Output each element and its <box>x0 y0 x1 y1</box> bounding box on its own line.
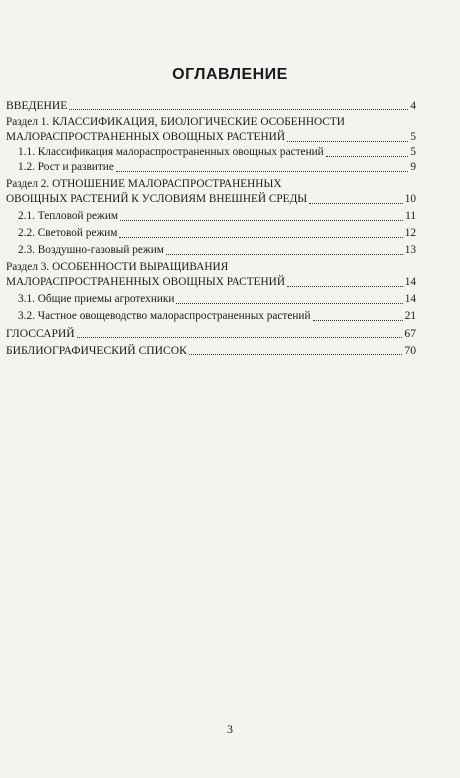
dot-leader <box>120 220 403 221</box>
toc-entry-label: 2.2. Световой режим <box>18 227 118 239</box>
toc-entry-2-1[interactable] <box>6 209 416 224</box>
dot-leader <box>176 303 402 304</box>
toc-page-number: 4 <box>410 99 416 112</box>
page-number: 3 <box>227 722 233 736</box>
toc-entry-label: ГЛОССАРИЙ <box>6 327 75 340</box>
dot-leader <box>119 237 402 238</box>
toc-entry-label: ВВЕДЕНИЕ <box>6 99 68 112</box>
dot-leader <box>189 354 403 355</box>
toc-page-number: 14 <box>404 293 416 305</box>
toc-page-number: 12 <box>404 227 416 239</box>
toc-entry-label-line: Раздел 3. ОСОБЕННОСТИ ВЫРАЩИВАНИЯ <box>6 261 229 273</box>
toc-entry-label: 3.2. Частное овощеводство малораспространенных растений <box>18 310 311 322</box>
toc-page-number: 10 <box>404 193 416 205</box>
dot-leader <box>166 254 403 255</box>
toc-page-number: 67 <box>404 327 416 340</box>
toc-entry-label: 2.1. Тепловой режим <box>18 210 119 222</box>
toc-entry-1-1[interactable] <box>6 145 416 160</box>
toc-page-number: 21 <box>404 310 416 322</box>
toc-entry-label: 2.3. Воздушно-газовый режим <box>18 244 164 256</box>
toc-entry-section-1[interactable] <box>6 115 416 145</box>
dot-leader <box>313 320 403 321</box>
dot-leader <box>287 286 403 287</box>
toc-entry-2-3[interactable] <box>6 243 416 258</box>
toc-page-number: 14 <box>404 276 416 288</box>
table-of-contents <box>6 98 416 358</box>
toc-entry-section-3[interactable] <box>6 260 416 290</box>
dot-leader <box>116 171 408 172</box>
toc-entry-section-2[interactable] <box>6 177 416 207</box>
toc-entry-3-2[interactable] <box>6 309 416 324</box>
toc-entry-label: 1.2. Рост и развитие <box>18 161 114 173</box>
toc-entry-label-line: Раздел 2. ОТНОШЕНИЕ МАЛОРАСПРОСТРАНЕННЫХ <box>6 178 282 190</box>
toc-entry-2-2[interactable] <box>6 226 416 241</box>
toc-entry-bibliography[interactable] <box>6 343 416 358</box>
toc-page-number: 11 <box>405 210 416 222</box>
toc-entry-3-1[interactable] <box>6 292 416 307</box>
page-title: ОГЛАВЛЕНИЕ <box>172 66 288 83</box>
toc-page-number: 5 <box>410 131 416 143</box>
dot-leader <box>309 203 403 204</box>
toc-entry-label: 3.1. Общие приемы агротехники <box>18 293 175 305</box>
toc-entry-label-line: ОВОЩНЫХ РАСТЕНИЙ К УСЛОВИЯМ ВНЕШНЕЙ СРЕДЫ <box>6 193 308 205</box>
toc-page-number: 9 <box>410 161 416 173</box>
toc-entry-label-line: МАЛОРАСПРОСТРАНЕННЫХ ОВОЩНЫХ РАСТЕНИЙ <box>6 131 285 143</box>
dot-leader <box>287 141 408 142</box>
toc-entry-label-line: Раздел 1. КЛАССИФИКАЦИЯ, БИОЛОГИЧЕСКИЕ ОСОБЕННОСТИ <box>6 116 345 128</box>
toc-entry-label: БИБЛИОГРАФИЧЕСКИЙ СПИСОК <box>6 344 187 357</box>
dot-leader <box>77 337 403 338</box>
toc-page-number: 5 <box>410 146 416 158</box>
toc-entry-glossary[interactable] <box>6 326 416 341</box>
dot-leader <box>69 109 408 110</box>
dot-leader <box>326 156 409 157</box>
toc-entry-label: 1.1. Классификация малораспространенных овощных растений <box>18 146 324 158</box>
toc-page-number: 70 <box>404 344 416 357</box>
toc-entry-label-line: МАЛОРАСПРОСТРАНЕННЫХ ОВОЩНЫХ РАСТЕНИЙ <box>6 276 285 288</box>
toc-entry-introduction[interactable] <box>6 98 416 113</box>
toc-entry-1-2[interactable] <box>6 160 416 175</box>
toc-page-number: 13 <box>404 244 416 256</box>
